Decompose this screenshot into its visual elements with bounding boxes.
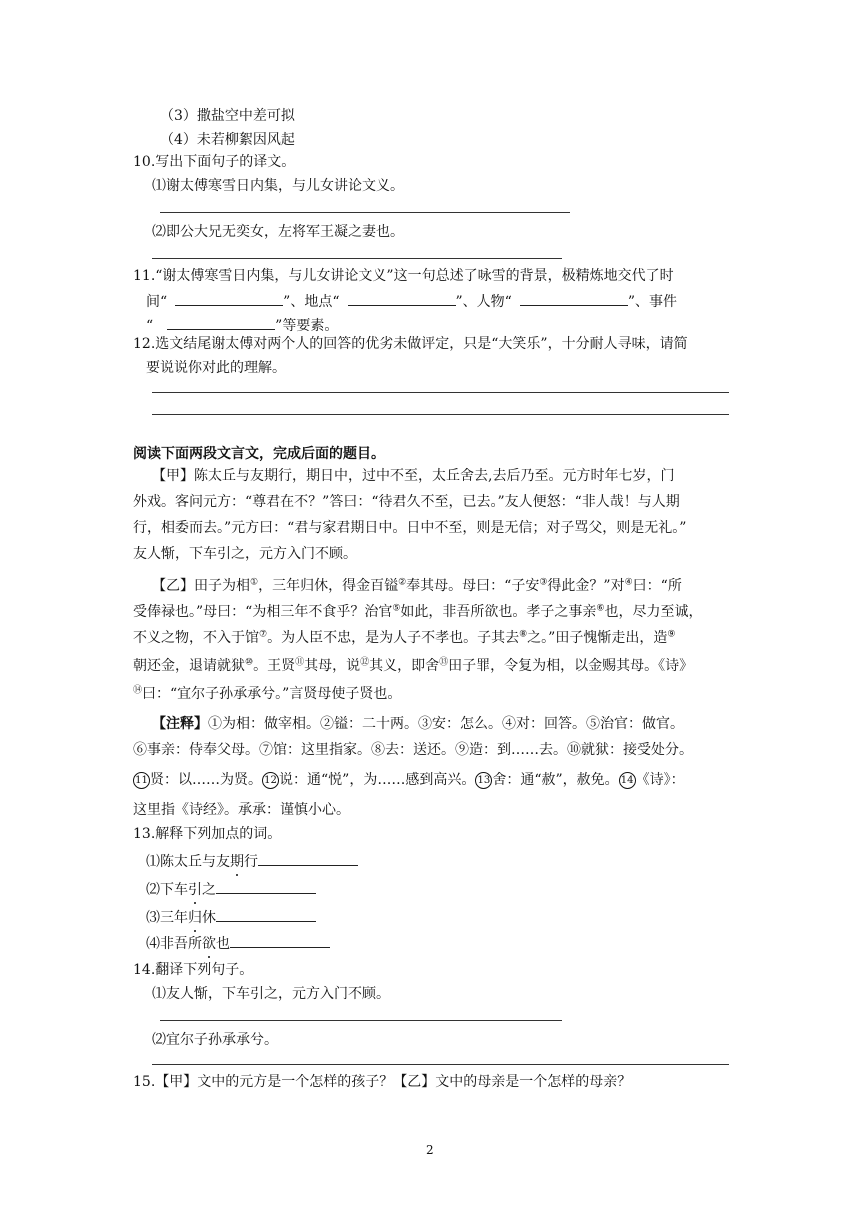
q14-answer-line-2[interactable] <box>152 1064 729 1065</box>
yi-line-1 <box>152 576 682 596</box>
q13-dotted-word: 欲 <box>202 936 216 952</box>
q11-event-blank[interactable] <box>167 314 275 330</box>
note-number-13: 13 <box>475 772 492 789</box>
notes-label: 【注释】 <box>152 716 208 732</box>
q11-quote-open: “ <box>146 318 154 334</box>
q10-answer-line-1[interactable] <box>160 212 570 213</box>
q9-item-4: （4）未若柳絮因风起 <box>160 132 295 148</box>
yi-text: 也，尽力至诚， <box>604 604 703 620</box>
q13-item-2 <box>146 878 316 900</box>
note-mark-13: ⑬ <box>439 657 449 668</box>
q13-text: ⑶三年 <box>146 910 188 926</box>
yi-line-5 <box>133 684 401 704</box>
note-mark-6: ⑥ <box>596 603 605 614</box>
note-number-12: 12 <box>262 772 279 789</box>
q13-text: 之 <box>202 882 216 898</box>
yi-text: 【乙】田子为相 <box>152 578 250 594</box>
q10-sentence-1: ⑴谢太傅寒雪日内集，与儿女讲论文义。 <box>152 178 404 194</box>
note-mark-9: ⑨ <box>667 629 676 640</box>
note-mark-3: ③ <box>539 577 548 588</box>
q13-text: 也 <box>216 936 230 952</box>
notes-text: 《诗》： <box>635 772 685 788</box>
yi-text: 。王贤 <box>253 658 296 674</box>
q12-answer-line-2[interactable] <box>152 414 729 415</box>
notes-text: 贤：以……为贤。 <box>150 772 262 788</box>
note-mark-8: ⑧ <box>519 629 528 640</box>
yi-text: 。为人臣不忠，是为人子不孝也。子其去 <box>267 630 520 646</box>
q11-line-2 <box>146 290 677 312</box>
q14-sentence-2: ⑵宜尔子孙承承兮。 <box>152 1032 278 1048</box>
q13-text: 行 <box>244 854 258 870</box>
q14-sentence-1: ⑴友人惭，下车引之，元方入门不顾。 <box>152 986 390 1002</box>
jia-line-2: 外戏。客问元方：“尊君在不？”答曰：“待君久不至，已去。”友人便怒：“非人哉！与人期 <box>133 494 680 510</box>
q11-person-label: ”、人物“ <box>455 294 512 310</box>
yi-text: 如此，非吾所欲也。孝子之事亲 <box>400 604 597 620</box>
yi-text: ，三年归休，得金百镒 <box>258 578 399 594</box>
q10-sentence-2: ⑵即公大兄无奕女，左将军王凝之妻也。 <box>152 224 404 240</box>
q13-dotted-word: 期 <box>230 854 244 870</box>
note-number-14: 14 <box>619 772 636 789</box>
note-mark-14: ⑭ <box>133 685 143 696</box>
q10-stem: 10.写出下面句子的译文。 <box>133 154 296 170</box>
q12-line-1: 12.选文结尾谢太傅对两个人的回答的优劣未做评定，只是“大笑乐”，十分耐人寻味，请简 <box>133 336 688 352</box>
q15-stem: 15.【甲】文中的元方是一个怎样的孩子？【乙】文中的母亲是一个怎样的母亲？ <box>133 1074 632 1090</box>
notes-line-3 <box>133 770 685 790</box>
yi-text: 田子罪，令复为相，以金赐其母。《诗》 <box>448 658 694 674</box>
yi-text: 曰：“所 <box>632 578 682 594</box>
q13-text: 休 <box>202 910 216 926</box>
q13-text: ⑴陈太丘与友 <box>146 854 230 870</box>
yi-text: 其母，说 <box>304 658 361 674</box>
q11-person-blank[interactable] <box>520 290 628 306</box>
q11-place-label: ”、地点“ <box>283 294 340 310</box>
notes-line-1 <box>152 714 684 734</box>
yi-text: 受俸禄也。”母曰：“为相三年不食乎？治官 <box>133 604 393 620</box>
q11-event-label: ”、事件 <box>627 294 677 310</box>
note-mark-4: ④ <box>624 577 633 588</box>
q10-answer-line-2[interactable] <box>152 258 562 259</box>
page-number: 2 <box>426 1143 434 1157</box>
jia-line-4: 友人惭，下车引之，元方入门不顾。 <box>133 546 357 562</box>
notes-text: ①为相：做宰相。②镒：二十两。③安：怎么。④对：回答。⑤治官：做官。 <box>208 716 684 732</box>
q13-item-4 <box>146 932 330 954</box>
yi-text: 之。”田子愧惭走出，造 <box>527 630 668 646</box>
notes-text: 说：通“悦”，为……感到高兴。 <box>279 772 476 788</box>
note-mark-12: ⑫ <box>360 657 370 668</box>
notes-text: 舍：通“赦”，赦免。 <box>492 772 619 788</box>
q14-answer-line-1[interactable] <box>160 1020 562 1021</box>
yi-text: 其义，即舍 <box>369 658 440 674</box>
note-mark-7: ⑦ <box>259 629 268 640</box>
q11-line-3 <box>146 314 338 336</box>
yi-text: 朝还金，退请就狱 <box>133 658 245 674</box>
note-mark-11: ⑪ <box>295 657 305 668</box>
note-mark-10: ⑩ <box>245 657 254 668</box>
yi-text: 曰：“宜尔子孙承承兮。”言贤母使子贤也。 <box>142 686 402 702</box>
note-mark-5: ⑤ <box>392 603 401 614</box>
q12-line-2: 要说说你对此的理解。 <box>146 360 286 376</box>
yi-line-4 <box>133 656 693 676</box>
q13-item-3 <box>146 906 316 928</box>
yi-text: 奉其母。母曰：“子安 <box>406 578 540 594</box>
notes-line-4: 这里指《诗经》。承承：谨慎小心。 <box>133 802 350 818</box>
q11-time-label: 间“ <box>146 294 168 310</box>
note-mark-1: ① <box>250 577 259 588</box>
q13-text: ⑵下车 <box>146 882 188 898</box>
yi-text: 得此金？”对 <box>547 578 625 594</box>
note-number-11: 11 <box>133 772 150 789</box>
q13-dotted-word: 引 <box>188 882 202 898</box>
jia-line-1: 【甲】陈太丘与友期行，期日中，过中不至，太丘舍去,去后乃至。元方时年七岁，门 <box>152 468 675 484</box>
jia-line-3: 行，相委而去。”元方曰：“君与家君期日中。日中不至，则是无信；对子骂父，则是无礼。” <box>133 520 687 536</box>
q13-blank-4[interactable] <box>230 932 330 948</box>
q13-blank-1[interactable] <box>258 850 358 866</box>
q12-answer-line-1[interactable] <box>152 392 729 393</box>
q13-blank-2[interactable] <box>216 878 316 894</box>
q13-item-1 <box>146 850 358 872</box>
reading-heading: 阅读下面两段文言文，完成后面的题目。 <box>133 446 385 462</box>
note-mark-2: ② <box>398 577 407 588</box>
q11-place-blank[interactable] <box>348 290 456 306</box>
yi-line-2 <box>133 602 702 622</box>
q13-blank-3[interactable] <box>216 906 316 922</box>
q11-line-1: 11.“谢太傅寒雪日内集，与儿女讲论文义”这一句总述了咏雪的背景，极精炼地交代了时 <box>133 268 674 284</box>
yi-line-3 <box>133 628 675 648</box>
q11-time-blank[interactable] <box>175 290 283 306</box>
q11-end: ”等要素。 <box>275 318 339 334</box>
q13-stem: 13.解释下列加点的词。 <box>133 826 282 842</box>
notes-line-2: ⑥事亲：侍奉父母。⑦馆：这里指家。⑧去：送还。⑨造：到……去。⑩就狱：接受处分。 <box>133 742 693 758</box>
q14-stem: 14.翻译下列句子。 <box>133 962 254 978</box>
q13-dotted-word: 归 <box>188 910 202 926</box>
q9-item-3: （3）撒盐空中差可拟 <box>160 108 295 124</box>
q13-text: ⑷非吾所 <box>146 936 202 952</box>
yi-text: 不义之物，不入于馆 <box>133 630 259 646</box>
